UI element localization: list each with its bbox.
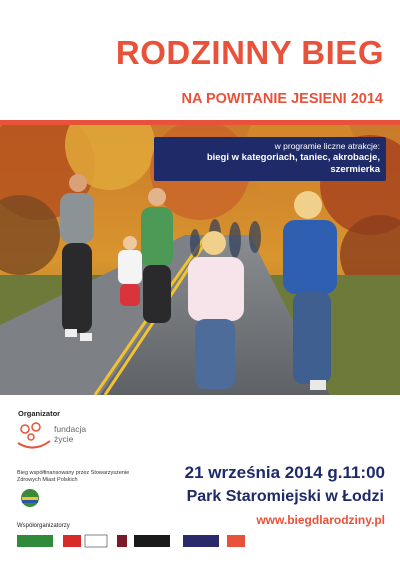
sponsor-logo-4: [117, 535, 127, 547]
sponsor-logo-3: [85, 535, 107, 547]
sponsor-logos: [17, 532, 257, 550]
healthy-cities-icon: [19, 488, 41, 508]
fundacja-zycie-icon: [16, 421, 52, 451]
cofinanced-note: Bieg współfinansowany przez Stowarzyszenie Zdrowych Miast Polskich: [17, 470, 130, 483]
poster-title: RODZINNY BIEG: [115, 34, 384, 71]
event-date: 21 września 2014 g.11:00: [184, 463, 385, 482]
sponsor-logo-1: [17, 535, 53, 547]
sponsor-logo-6: [183, 535, 219, 547]
event-website-link[interactable]: www.biegdlarodziny.pl: [256, 513, 385, 527]
callout-activities: biegi w kategoriach, taniec, akrobacje, szermierka: [206, 152, 380, 175]
sponsor-logo-7: [227, 535, 245, 547]
program-callout: [154, 137, 386, 181]
event-location: Park Staromiejski w Łodzi: [186, 488, 384, 505]
poster-subtitle: NA POWITANIE JESIENI 2014: [181, 91, 383, 107]
organizer-logo: [16, 421, 87, 451]
healthy-cities-logo: [19, 488, 41, 508]
organizer-name: fundacja życie: [54, 424, 87, 444]
callout-intro: w programie liczne atrakcje:: [274, 141, 380, 151]
coorganizers-label: Współorganizatorzy: [17, 523, 70, 529]
runner-man: [60, 174, 94, 341]
sponsor-logo-5: [134, 535, 170, 547]
organizer-label: Organizator: [18, 409, 61, 418]
sponsor-logos-strip: [17, 532, 257, 550]
sponsor-logo-2: [63, 535, 81, 547]
